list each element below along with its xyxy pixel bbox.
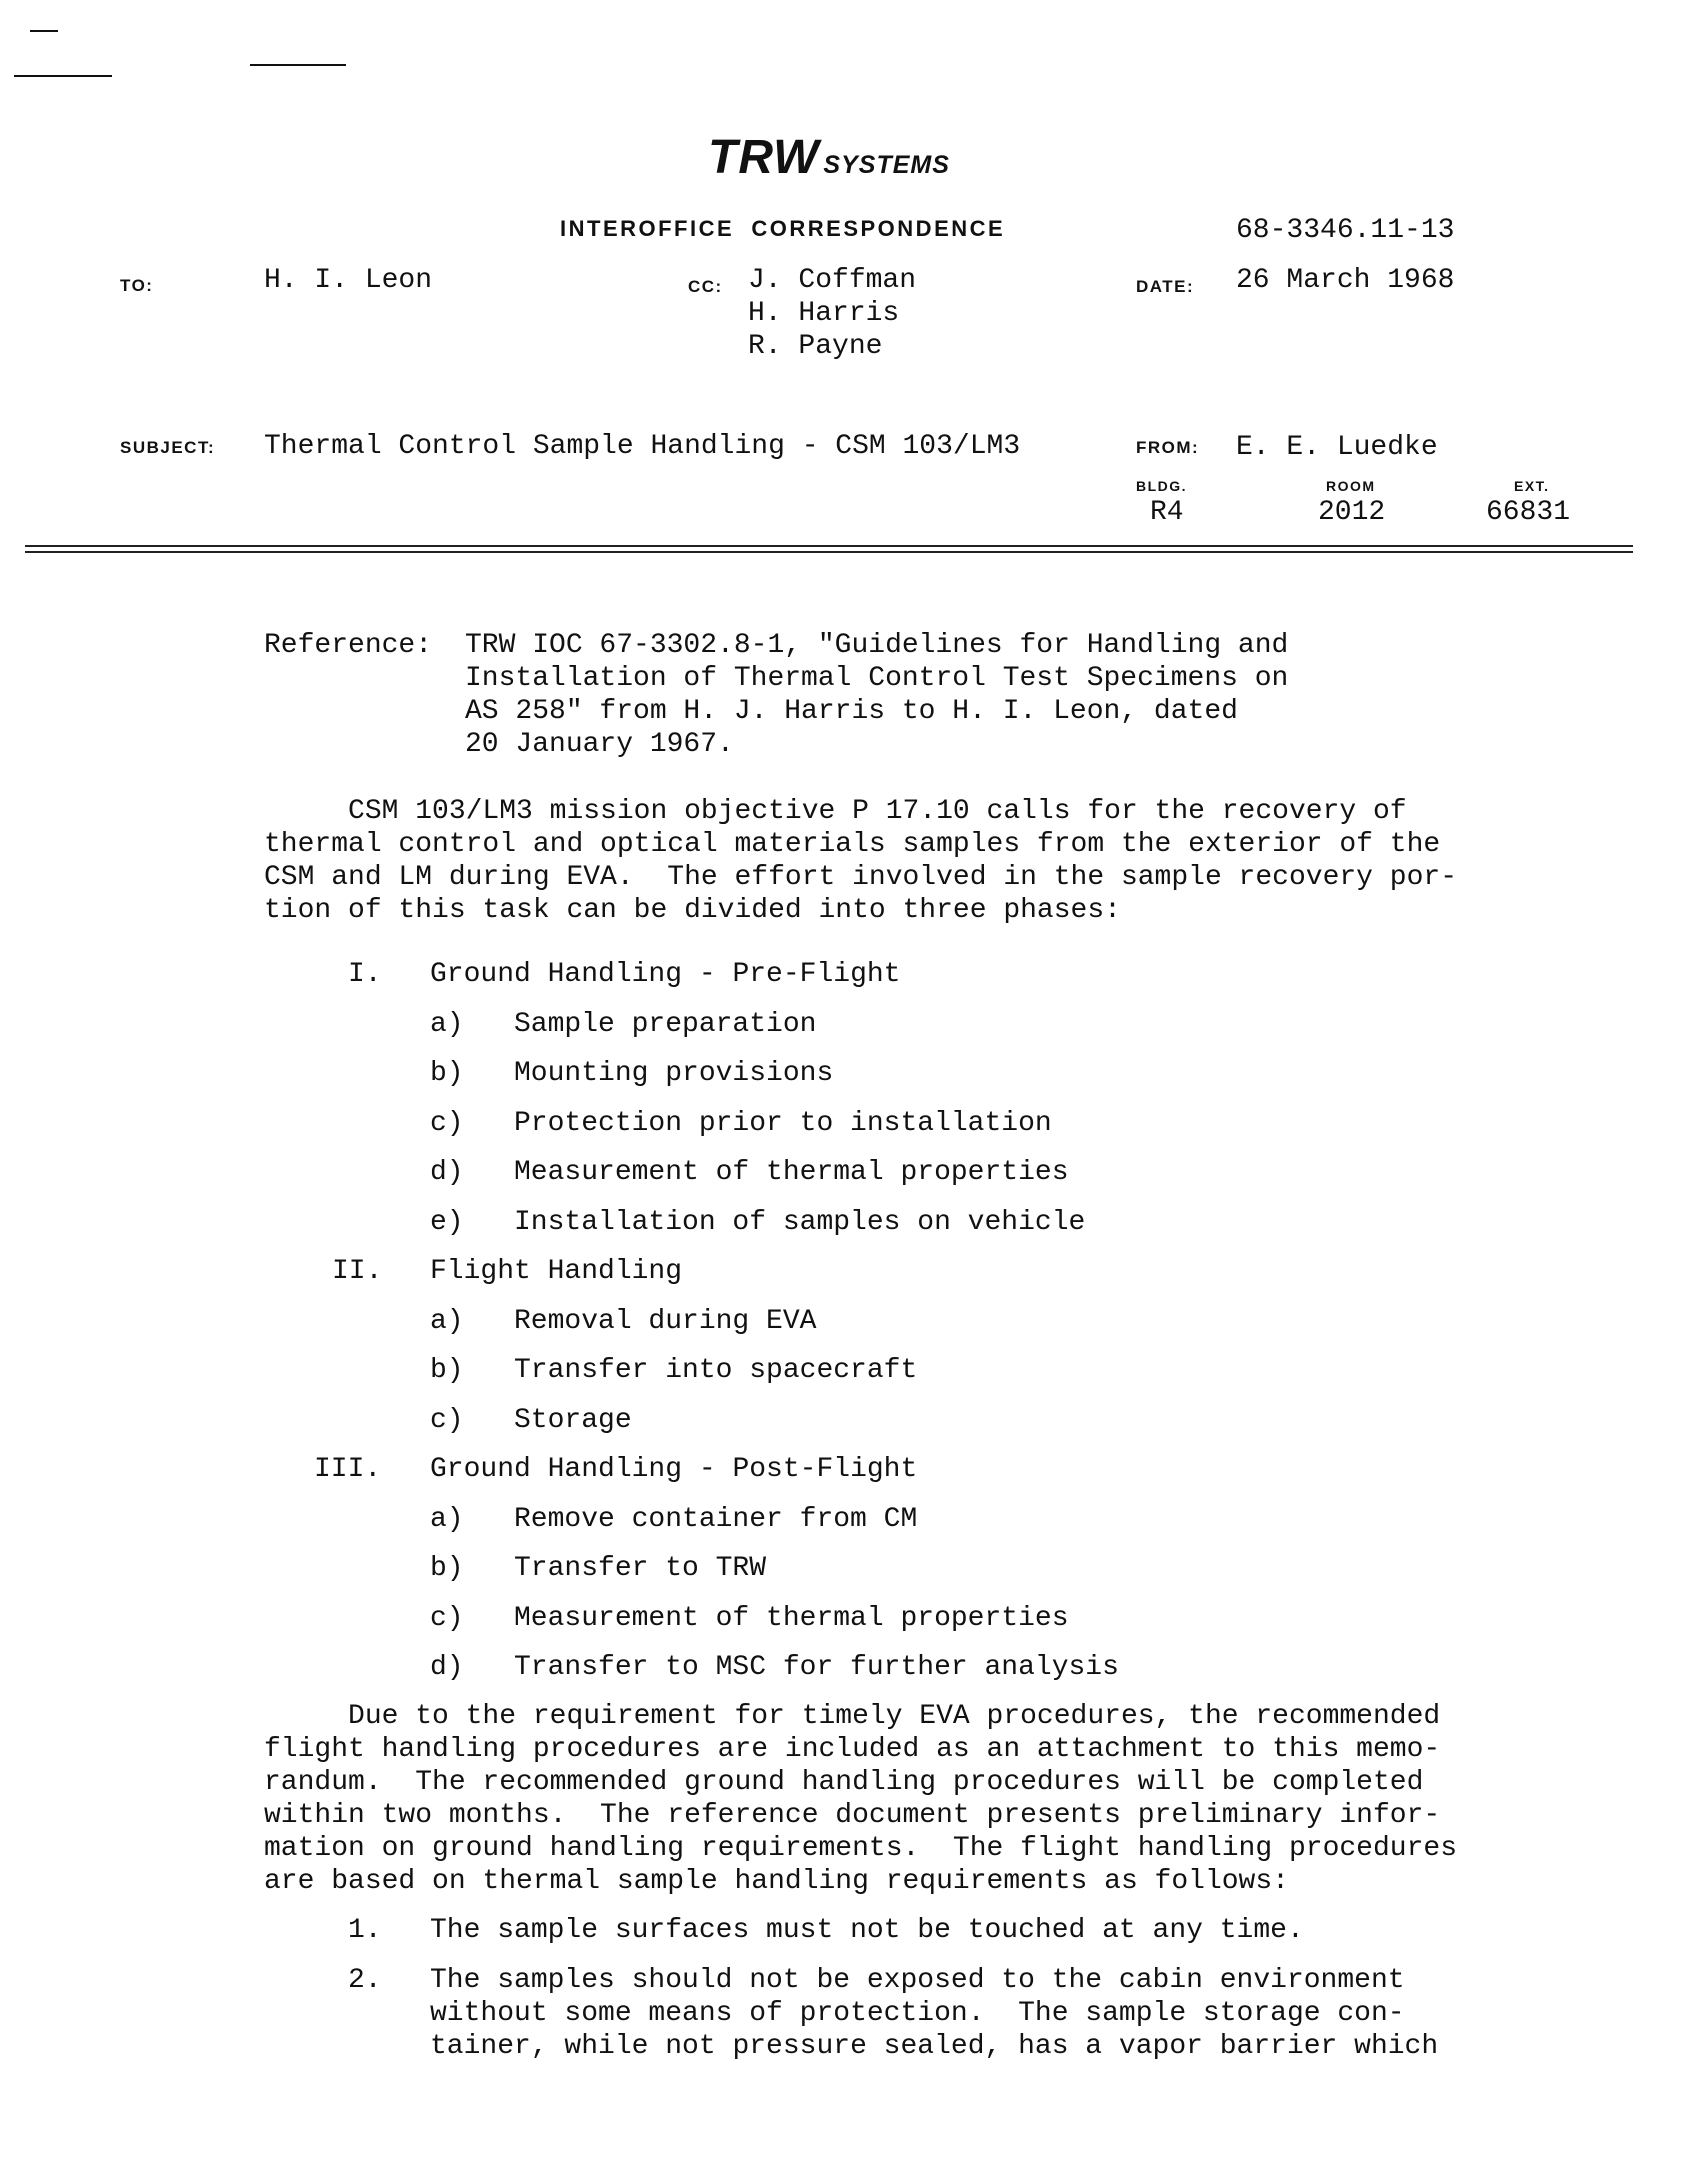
body-line: Due to the requirement for timely EVA procedures, the recommended: [264, 1701, 1441, 1732]
intro-line: CSM and LM during EVA. The effort involved in the sample recovery por-: [264, 862, 1457, 893]
scan-mark: [30, 30, 58, 32]
requirement-line: The samples should not be exposed to the cabin environment: [430, 1965, 1405, 1996]
phase-title: Ground Handling - Pre-Flight: [430, 959, 901, 990]
to-value: H. I. Leon: [264, 265, 433, 296]
ext-label: EXT.: [1514, 478, 1550, 494]
body-line: randum. The recommended ground handling procedures will be completed: [264, 1767, 1424, 1798]
item-letter: d): [430, 1652, 464, 1683]
ext-value: 66831: [1486, 497, 1571, 528]
item-text: Storage: [514, 1405, 632, 1436]
logo-sub: SYSTEMS: [823, 151, 950, 179]
item-text: Transfer to TRW: [514, 1553, 767, 1584]
subject-value: Thermal Control Sample Handling - CSM 103/LM3: [264, 431, 1021, 462]
item-letter: a): [430, 1009, 464, 1040]
item-text: Measurement of thermal properties: [514, 1157, 1069, 1188]
reference-line: TRW IOC 67-3302.8-1, "Guidelines for Handling and: [465, 630, 1289, 661]
item-letter: a): [430, 1504, 464, 1535]
date-label: DATE:: [1136, 277, 1195, 296]
scan-mark: [14, 75, 112, 77]
body-line: are based on thermal sample handling requirements as follows:: [264, 1866, 1289, 1897]
item-text: Mounting provisions: [514, 1058, 834, 1089]
from-label: FROM:: [1136, 438, 1200, 457]
item-letter: b): [430, 1553, 464, 1584]
item-text: Measurement of thermal properties: [514, 1603, 1069, 1634]
phase-title: Ground Handling - Post-Flight: [430, 1454, 918, 1485]
intro-line: tion of this task can be divided into three phases:: [264, 895, 1121, 926]
cc-value: R. Payne: [748, 331, 883, 362]
bldg-label: BLDG.: [1136, 478, 1188, 494]
item-text: Transfer to MSC for further analysis: [514, 1652, 1119, 1683]
phase-title: Flight Handling: [430, 1256, 683, 1287]
reference-label: Reference:: [264, 630, 433, 661]
company-logo: [708, 130, 950, 185]
body-line: within two months. The reference document presents preliminary infor-: [264, 1800, 1441, 1831]
intro-line: thermal control and optical materials samples from the exterior of the: [264, 829, 1441, 860]
requirement-number: 1.: [348, 1915, 382, 1946]
item-text: Transfer into spacecraft: [514, 1355, 918, 1386]
reference-line: 20 January 1967.: [465, 729, 734, 760]
item-letter: b): [430, 1355, 464, 1386]
logo-main: TRW: [708, 131, 820, 184]
to-label: TO:: [120, 276, 154, 295]
cc-value: H. Harris: [748, 298, 900, 329]
subject-label: SUBJECT:: [120, 438, 216, 457]
requirement-line: tainer, while not pressure sealed, has a vapor barrier which: [430, 2031, 1439, 2062]
item-letter: e): [430, 1207, 464, 1238]
form-title: INTEROFFICE CORRESPONDENCE: [560, 216, 1006, 241]
date-value: 26 March 1968: [1236, 265, 1455, 296]
reference-line: AS 258" from H. J. Harris to H. I. Leon, dated: [465, 696, 1238, 727]
item-text: Installation of samples on vehicle: [514, 1207, 1086, 1238]
room-label: ROOM: [1326, 478, 1376, 494]
file-number: 68-3346.11-13: [1236, 215, 1455, 246]
item-letter: d): [430, 1157, 464, 1188]
body-line: mation on ground handling requirements. The flight handling procedures: [264, 1833, 1457, 1864]
item-letter: a): [430, 1306, 464, 1337]
header-rule: [25, 551, 1633, 553]
item-letter: c): [430, 1108, 464, 1139]
reference-line: Installation of Thermal Control Test Specimens on: [465, 663, 1289, 694]
cc-label: CC:: [688, 277, 723, 296]
phase-numeral: I.: [348, 959, 382, 990]
body-line: flight handling procedures are included as an attachment to this memo-: [264, 1734, 1441, 1765]
requirement-line: The sample surfaces must not be touched at any time.: [430, 1915, 1304, 1946]
cc-value: J. Coffman: [748, 265, 917, 296]
phase-numeral: III.: [314, 1454, 382, 1485]
intro-line: CSM 103/LM3 mission objective P 17.10 calls for the recovery of: [264, 796, 1407, 827]
item-text: Removal during EVA: [514, 1306, 817, 1337]
room-value: 2012: [1318, 497, 1386, 528]
item-text: Remove container from CM: [514, 1504, 918, 1535]
header-rule: [25, 545, 1633, 547]
from-value: E. E. Luedke: [1236, 432, 1438, 463]
item-letter: c): [430, 1405, 464, 1436]
scan-mark: [250, 64, 346, 66]
item-text: Sample preparation: [514, 1009, 817, 1040]
phase-numeral: II.: [332, 1256, 383, 1287]
bldg-value: R4: [1150, 497, 1184, 528]
item-text: Protection prior to installation: [514, 1108, 1052, 1139]
requirement-line: without some means of protection. The sample storage con-: [430, 1998, 1405, 2029]
item-letter: c): [430, 1603, 464, 1634]
item-letter: b): [430, 1058, 464, 1089]
requirement-number: 2.: [348, 1965, 382, 1996]
